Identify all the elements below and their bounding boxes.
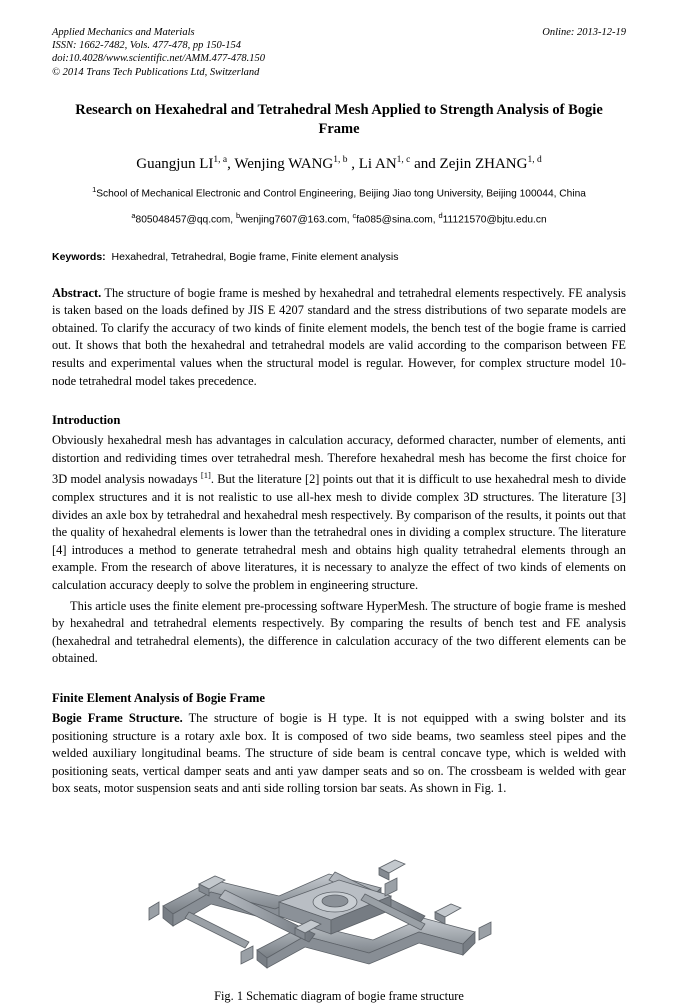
- author-name: Zejin ZHANG: [439, 155, 528, 172]
- email-address[interactable]: 805048457@qq.com,: [135, 214, 234, 226]
- author-entry: [234, 156, 347, 172]
- author-emails: [52, 209, 626, 227]
- author-marks: 1, b: [333, 154, 348, 165]
- author-name: Guangjun LI: [136, 155, 214, 172]
- figure-1: [52, 810, 626, 1005]
- abstract-paragraph: [52, 285, 626, 391]
- email-mark: b: [235, 211, 241, 221]
- par-text: Obviously hexahedral mesh has advantages in calculation accuracy, deformed character, number of elements, anti distortion and redividing times over tetrahedral mesh. Therefore hexahedral mesh has become the first choice for 3D model analysis nowadays: [52, 433, 626, 487]
- author-separator: ,: [227, 155, 235, 172]
- email-address[interactable]: wenjing7607@163.com,: [240, 214, 350, 226]
- email-mark: a: [131, 211, 136, 221]
- author-marks: 1, d: [527, 154, 542, 165]
- author-separator: ,: [347, 155, 359, 172]
- email-mark: c: [352, 211, 357, 221]
- figure-caption: Fig. 1 Schematic diagram of bogie frame structure: [214, 988, 464, 1003]
- keywords-label: Keywords:: [52, 250, 106, 263]
- par-text: The structure of bogie is H type. It is not equipped with a swing bolster and its positioning structure is a rotary axle box. It is composed of two side beams, two seamless steel pipes and the welded auxiliary longitudinal beams. The structure of side beam is central concave type, which is welded with positioning seats, vertical damper seats and anti yaw damper seats and so on. The crossbeam is welded with gear box seats, motor suspension seats and anti side rolling torsion bar seats. As shown in Fig. 1.: [52, 711, 626, 796]
- keywords-value: Hexahedral, Tetrahedral, Bogie frame, Finite element analysis: [111, 250, 399, 263]
- copyright-line: © 2014 Trans Tech Publications Ltd, Switzerland: [52, 66, 260, 78]
- author-entry: [136, 156, 227, 172]
- author-entry: [359, 156, 411, 172]
- affiliation-mark: 1: [92, 184, 97, 194]
- author-marks: 1, a: [213, 154, 228, 165]
- introduction-paragraph-2: [52, 598, 626, 668]
- section-heading-fe-analysis: Finite Element Analysis of Bogie Frame: [52, 691, 266, 705]
- author-name: Li AN: [358, 155, 397, 172]
- abstract-text: The structure of bogie frame is meshed by hexahedral and tetrahedral elements respectively. FE analysis is taken based on the loads defined by JIS E 4207 standard and the stress distributions of two separate models are obtained. To clarify the accuracy of two kinds of finite element models, the bench test of the bogie frame is carried out. It shows that both the hexahedral and tetrahedral models are valid according to the comparison between FE results and experimental values when the structural model is regular. However, for complex structure model 10-node tetrahedral model takes precedence.: [52, 285, 626, 388]
- bogie-frame-3d-model-image: [129, 810, 549, 978]
- section-heading-introduction: Introduction: [52, 413, 121, 428]
- email-address[interactable]: 11121570@bjtu.edu.cn: [442, 214, 547, 226]
- email-mark: d: [438, 211, 443, 221]
- online-date: Online: 2013-12-19: [542, 27, 626, 38]
- keywords-line: [52, 250, 626, 265]
- author-separator: and: [410, 155, 440, 172]
- bogie-frame-diagram-icon: [129, 810, 549, 978]
- header-right-block: [542, 26, 626, 39]
- author-name: Wenjing WANG: [234, 155, 334, 172]
- citation-ref: [1]: [200, 470, 211, 481]
- email-address[interactable]: fa085@sina.com,: [356, 214, 436, 226]
- author-entry: [440, 156, 542, 172]
- page-header: [52, 26, 626, 79]
- bogie-frame-structure-paragraph: [52, 710, 626, 798]
- doi-line: doi:10.4028/www.scientific.net/AMM.477-478.150: [52, 53, 265, 65]
- author-list: [52, 150, 626, 174]
- header-left-block: [52, 26, 265, 79]
- par-text: . But the literature [2] points out that it is difficult to use hexahedral mesh to divide complex structures and it is not realistic to use all-hex mesh to divide complex 3D structures. The literature [3] divides an axle box by tetrahedral and hexahedral mesh respectively. By comparison of the results, it points out that the quality of hexahedral elements is lower than the tetrahedral ones in dividing a complex structure. The literature [4] introduces a method to generate tetrahedral mesh and obtains high quality tetrahedral elements through an example. From the research of above literatures, it is necessary to analyze the effect of two kinds of elements on calculation accuracy deeply to solve the problem in engineering structure.: [52, 472, 626, 593]
- journal-name: Applied Mechanics and Materials: [52, 27, 195, 38]
- author-marks: 1, c: [396, 154, 411, 165]
- affiliation-text: School of Mechanical Electronic and Control Engineering, Beijing Jiao tong University, Beijing 100044, China: [96, 188, 586, 200]
- issn-line: ISSN: 1662-7482, Vols. 477-478, pp 150-154: [52, 40, 241, 52]
- abstract-label: Abstract.: [52, 285, 102, 300]
- run-in-heading: Bogie Frame Structure.: [52, 711, 183, 725]
- par-text: This article uses the finite element pre-processing software HyperMesh. The structure of bogie frame is meshed by hexahedral and tetrahedral elements respectively. By comparing the results of bench test and FE analysis (hexahedral and tetrahedral elements), the difference in calculation accuracy of the two different elements can be obtained.: [52, 598, 626, 666]
- introduction-paragraph-1: [52, 432, 626, 594]
- paper-title: Research on Hexahedral and Tetrahedral Mesh Applied to Strength Analysis of Bogie Frame: [75, 101, 603, 137]
- affiliation: [52, 183, 626, 201]
